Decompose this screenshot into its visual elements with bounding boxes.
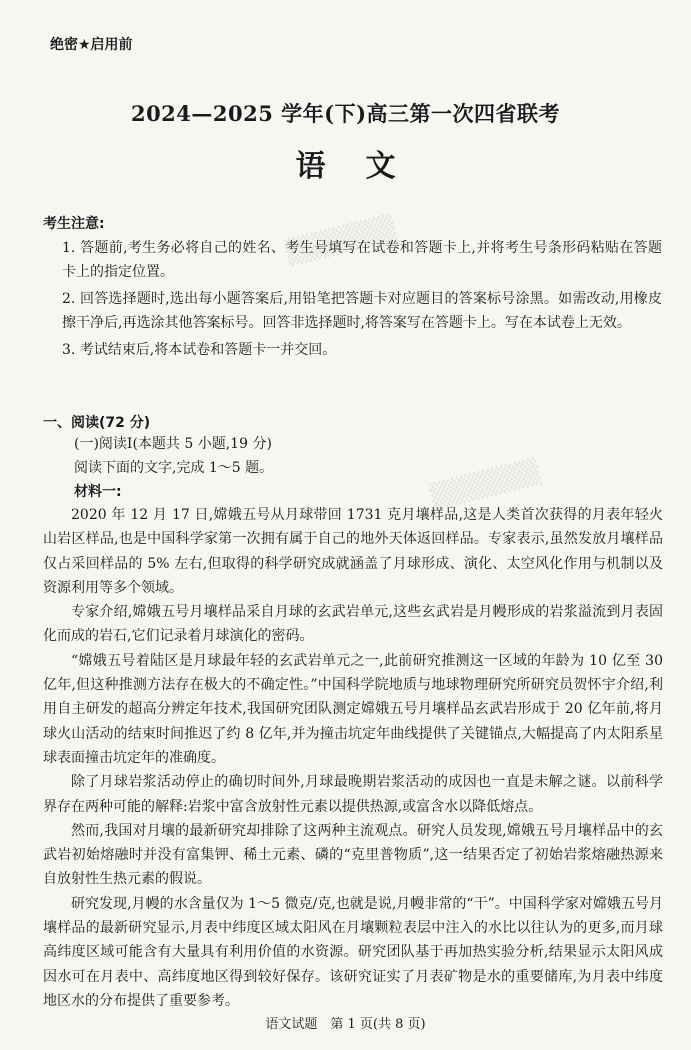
material-label: 材料一:: [74, 484, 122, 500]
article-body: [43, 503, 663, 1013]
reading-instruction: 阅读下面的文字,完成 1～5 题。: [74, 460, 274, 476]
article-paragraph: 2020 年 12 月 17 日,嫦娥五号从月球带回 1731 克月壤样品,这是人类首次获得的月表年轻火山岩区样品,也是中国科学家第一次拥有属于自己的地外天体返回样品。专家表示,虽然发放月壤样品仅占采回样品的 5% 左右,但取得的科学研究成就涵盖了月球形成、演化、太空风化作用与机制以及资源利用等多个领域。: [43, 507, 663, 596]
notice-list: [62, 236, 662, 365]
watermark: ▒▒▒▒▒▒: [283, 213, 398, 267]
article-paragraph: 然而,我国对月壤的最新研究却排除了这两种主流观点。研究人员发现,嫦娥五号月壤样品中的玄武岩初始熔融时并没有富集钾、稀土元素、磷的“克里普物质”,这一结果否定了初始岩浆熔融热源来自放射性生热元素的假说。: [43, 822, 663, 888]
notice-item: 1. 答题前,考生务必将自己的姓名、考生号填写在试卷和答题卡上,并将考生号条形码粘贴在答题卡上的指定位置。: [62, 240, 662, 280]
secret-label: 绝密★启用前: [50, 37, 133, 53]
notice-item: 3. 考试结束后,将本试卷和答题卡一并交回。: [62, 342, 337, 358]
section-heading: 一、阅读(72 分): [43, 415, 151, 431]
exam-title: 2024—2025 学年(下)高三第一次四省联考: [130, 101, 561, 126]
article-paragraph: 专家介绍,嫦娥五号月壤样品采自月球的玄武岩单元,这些玄武岩是月幔形成的岩浆溢流到月表固化而成的岩石,它们记录着月球演化的密码。: [43, 604, 663, 645]
article-paragraph: 研究发现,月幔的水含量仅为 1～5 微克/克,也就是说,月幔非常的“干”。中国科学家对嫦娥五号月壤样品的最新研究显示,月表中纬度区域太阳风在月壤颗粒表层中注入的水比以往认为的更多,而月球高纬度区域可能含有大量具有利用价值的水资源。研究团队基于再加热实验分析,结果显示太阳风成因水可在月表中、高纬度地区得到较好保存。该研究证实了月表矿物是水的重要储库,为月表中纬度地区水的分布提供了重要参考。: [43, 895, 663, 1009]
watermark: ▒▒▒▒▒▒: [428, 457, 543, 511]
part-heading: (一)阅读Ⅰ(本题共 5 小题,19 分): [74, 436, 272, 452]
page-footer: 语文试题 第 1 页(共 8 页): [265, 1017, 426, 1032]
article-paragraph: 除了月球岩浆活动停止的确切时间外,月球最晚期岩浆活动的成因也一直是未解之谜。以前科学界存在两种可能的解释:岩浆中富含放射性元素以提供热源,或富含水以降低熔点。: [43, 774, 663, 815]
subject-title: 语文: [295, 149, 436, 184]
notice-heading: 考生注意:: [43, 216, 105, 232]
notice-item: 2. 回答选择题时,选出每小题答案后,用铅笔把答题卡对应题目的答案标号涂黑。如需改动,用橡皮擦干净后,再选涂其他答案标号。回答非选择题时,将答案写在答题卡上。写在本试卷上无效。: [62, 291, 662, 331]
article-paragraph: “嫦娥五号着陆区是月球最年轻的玄武岩单元之一,此前研究推测这一区域的年龄为 10 亿至 30 亿年,但这种推测方法存在极大的不确定性。”中国科学院地质与地球物理研究所研究员贺怀宇介绍,利用自主研发的超高分辨定年技术,我国研究团队测定嫦娥五号月壤样品玄武岩形成于 20 亿年前,将月球火山活动的结束时间推迟了约 8 亿年,并为撞击坑定年曲线提供了关键锚点,大幅提高了内太阳系星球表面撞击坑定年的准确度。: [43, 652, 663, 766]
